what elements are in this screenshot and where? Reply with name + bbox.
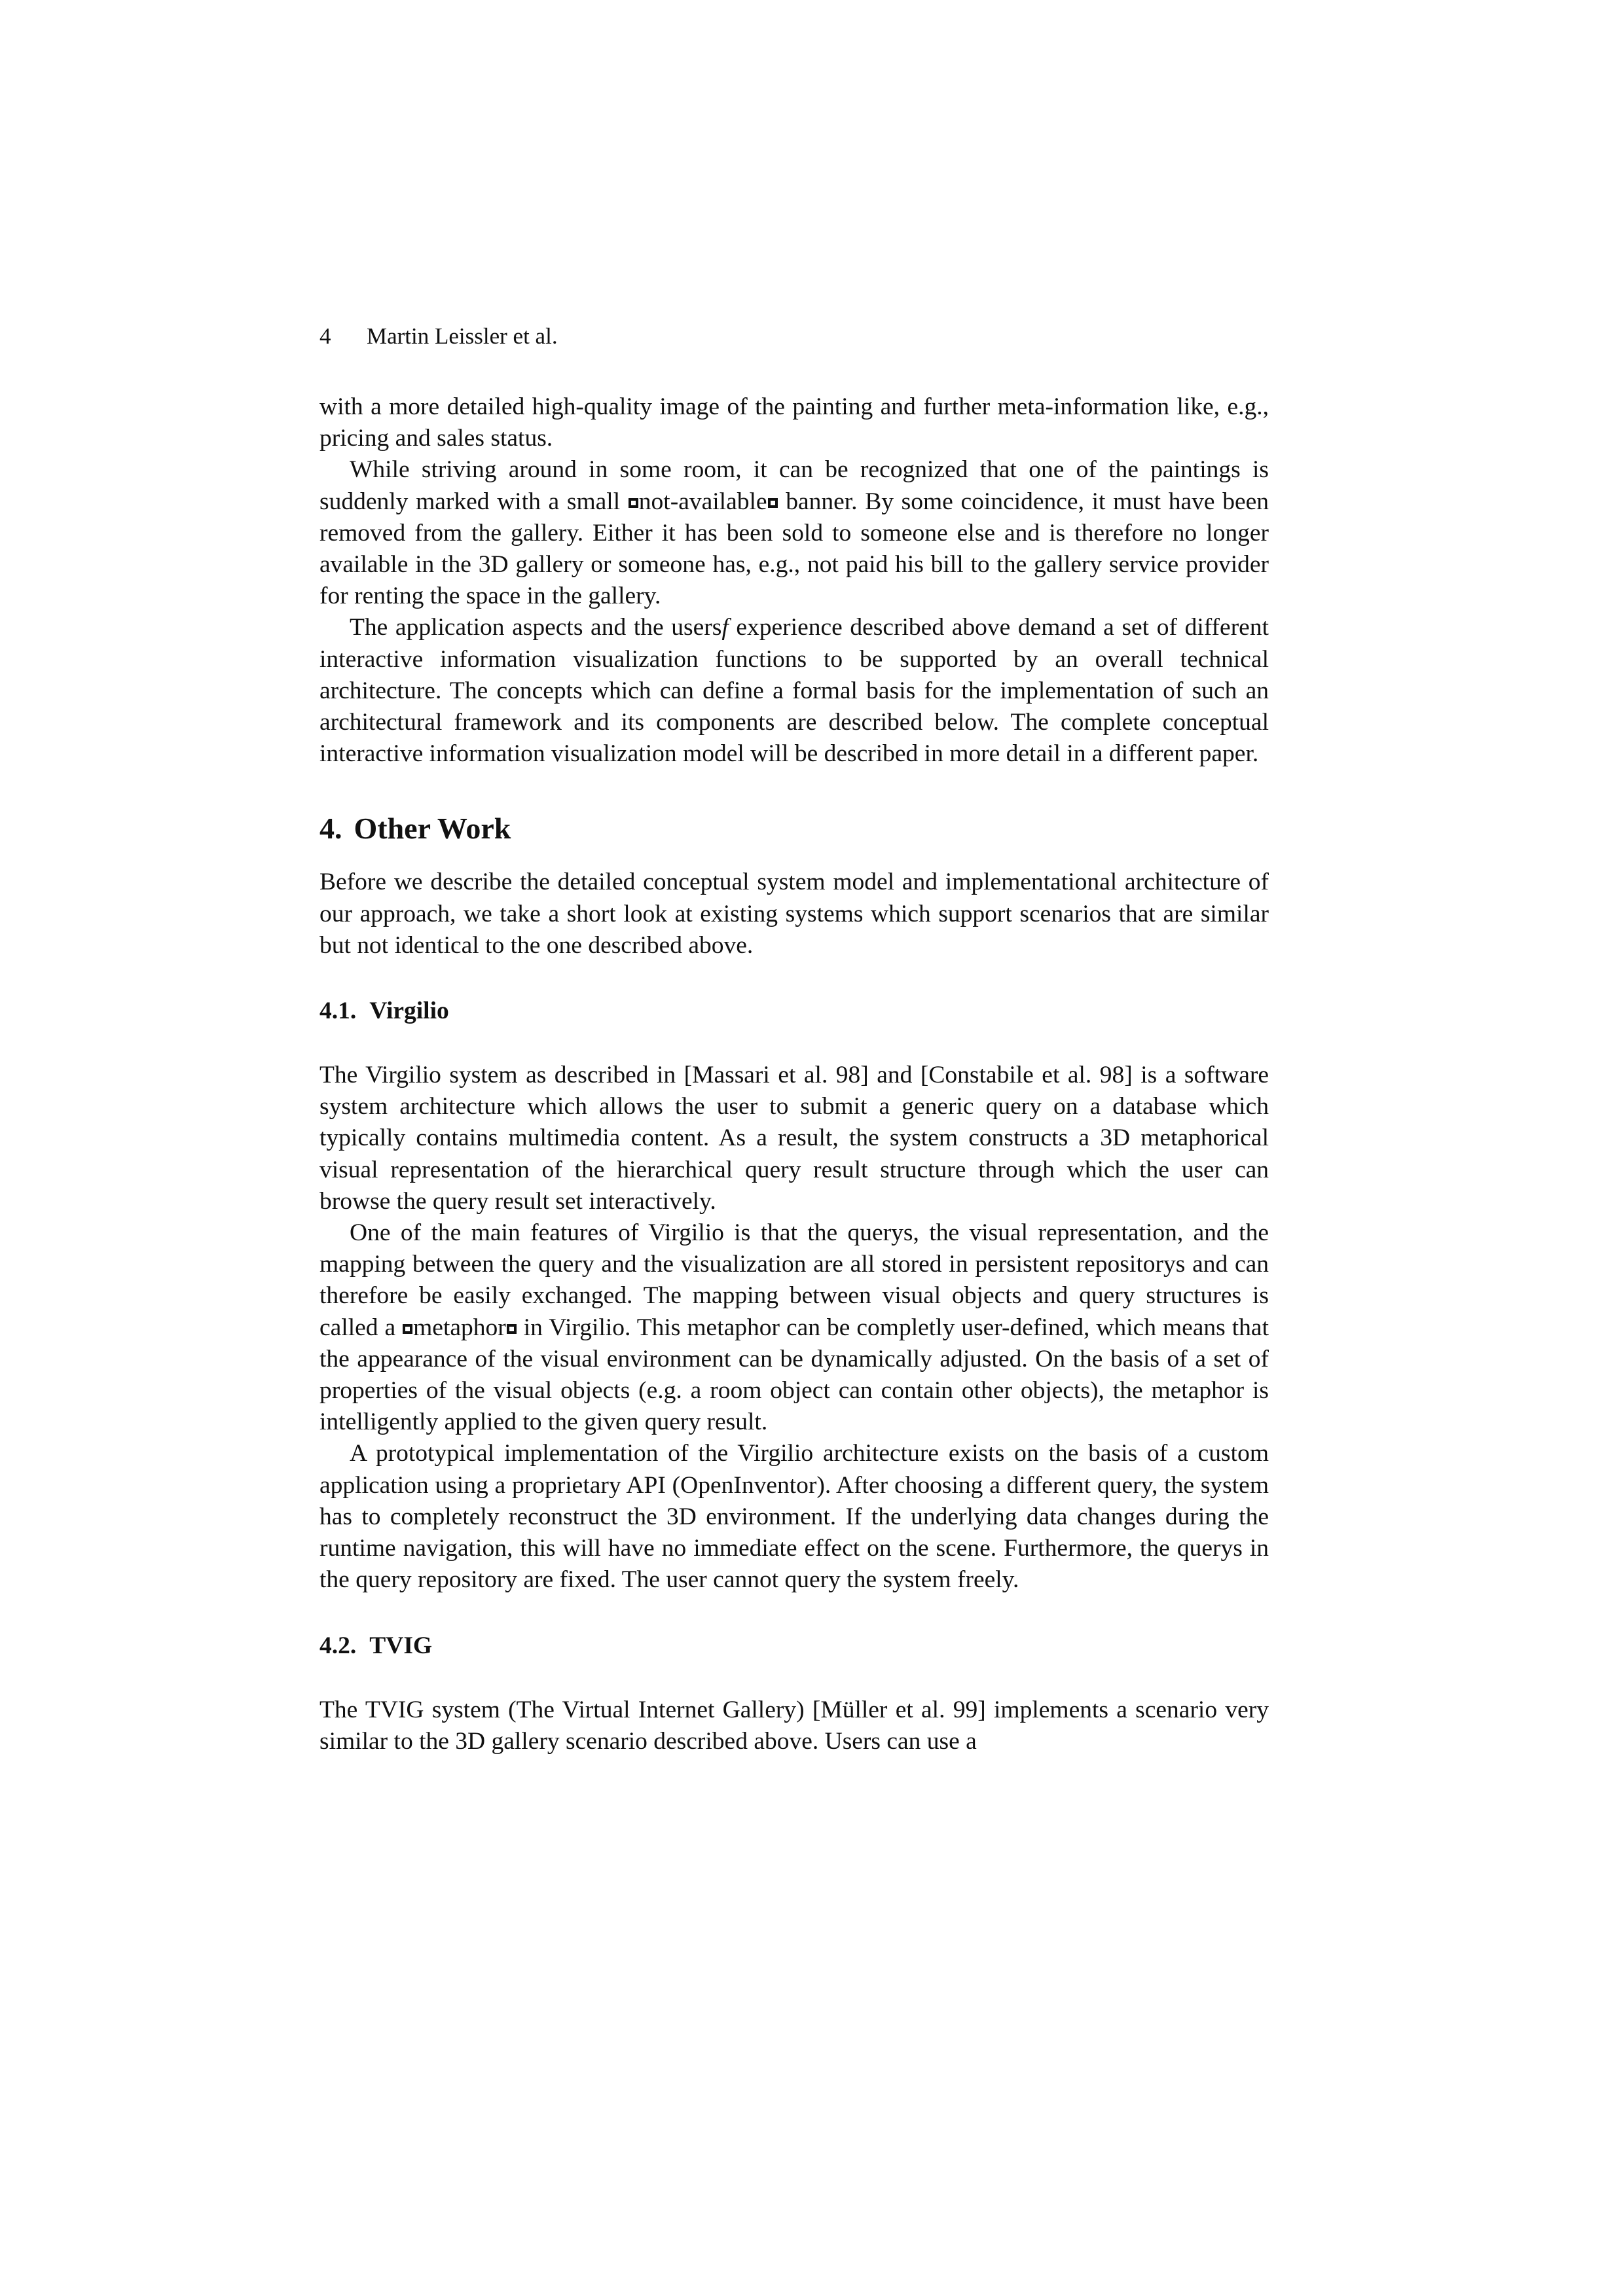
text-run: While striving around in some room, it can be recognized that one of the paintings is suddenly marked with a small bbox=[319, 456, 1269, 515]
quote-mark-icon bbox=[507, 1324, 517, 1334]
paragraph-virgilio-implementation: A prototypical implementation of the Virgilio architecture exists on the basis of a custom application using a proprietary API (OpenInventor). After choosing a different query, the system has to completely reconstruct the 3D environment. If the underlying data changes during the runtime navigation, this will have no immediate effect on the scene. Furthermore, the querys in the query repository are fixed. The user cannot query the system freely. bbox=[319, 1440, 1269, 1594]
quote-mark-icon bbox=[768, 498, 778, 508]
subsection-title: Virgilio bbox=[369, 997, 449, 1025]
text-run: experience described above demand a set of different interactive information visualization functions to be supported by an overall technical architecture. The concepts which can define a formal basis for the implementation of such an architectural framework and its components are described below. The complete conceptual interactive information visualization model will be described in more detail in a different paper. bbox=[319, 614, 1269, 768]
section-number: 4. bbox=[319, 812, 342, 846]
subsection-number: 4.1. bbox=[319, 997, 357, 1025]
subsection-heading-tvig bbox=[319, 1630, 1269, 1662]
paragraph-not-available bbox=[319, 454, 1269, 612]
paragraph-tvig-system: The TVIG system (The Virtual Internet Gallery) [Müller et al. 99] implements a scenario very similar to the 3D gallery scenario described above. Users can use a bbox=[319, 1696, 1269, 1755]
quoted-term: not-available bbox=[638, 488, 767, 515]
paragraph-application-aspects bbox=[319, 612, 1269, 770]
subsection-heading-virgilio bbox=[319, 996, 1269, 1027]
paragraph-continuation: with a more detailed high-quality image of the painting and further meta-information like, e.g., pricing and sales status. bbox=[319, 393, 1269, 452]
section-title: Other Work bbox=[354, 812, 511, 846]
paragraph-virgilio-system: The Virgilio system as described in [Massari et al. 98] and [Constabile et al. 98] is a software system architecture which allows the user to submit a generic query on a database which typically contains multimedia content. As a result, the system constructs a 3D metaphorical visual representation of the hierarchical query result structure through which the user can browse the query result set interactively. bbox=[319, 1062, 1269, 1215]
text-run: One of the main features of Virgilio is that the querys, the visual representation, and the mapping between the query and the visualization are all stored in persistent repositorys and can therefore be easily exchanged. The mapping between visual objects and query structures is called a bbox=[319, 1219, 1269, 1341]
running-header bbox=[319, 321, 1269, 352]
page-number: 4 bbox=[319, 323, 331, 349]
text-run: banner. By some coincidence, it must have been removed from the gallery. Either it has been sold to someone else and is therefore no longer available in the 3D gallery or someone has, e.g., not paid his bill to the gallery service provider for renting the space in the gallery. bbox=[319, 488, 1269, 610]
quote-mark-icon bbox=[403, 1324, 412, 1334]
header-authors: Martin Leissler et al. bbox=[367, 323, 558, 349]
text-run: The application aspects and the users bbox=[350, 614, 722, 641]
page-content bbox=[319, 321, 1269, 1757]
section-heading-other-work bbox=[319, 810, 1269, 847]
apostrophe-glyph: f bbox=[721, 614, 729, 641]
quoted-term: metaphor bbox=[413, 1314, 506, 1341]
paragraph-other-work-intro: Before we describe the detailed conceptual system model and implementational architecture of our approach, we take a short look at existing systems which support scenarios that are similar but not identical to the one described above. bbox=[319, 869, 1269, 959]
quote-mark-icon bbox=[629, 498, 638, 508]
subsection-number: 4.2. bbox=[319, 1632, 357, 1659]
text-run: in Virgilio. This metaphor can be completly user-defined, which means that the appearance of the visual environment can be dynamically adjusted. On the basis of a set of properties of the visual objects (e.g. a room object can contain other objects), the metaphor is intelligently applied to the given query result. bbox=[319, 1314, 1269, 1436]
subsection-title: TVIG bbox=[369, 1632, 433, 1659]
paragraph-virgilio-features bbox=[319, 1217, 1269, 1438]
